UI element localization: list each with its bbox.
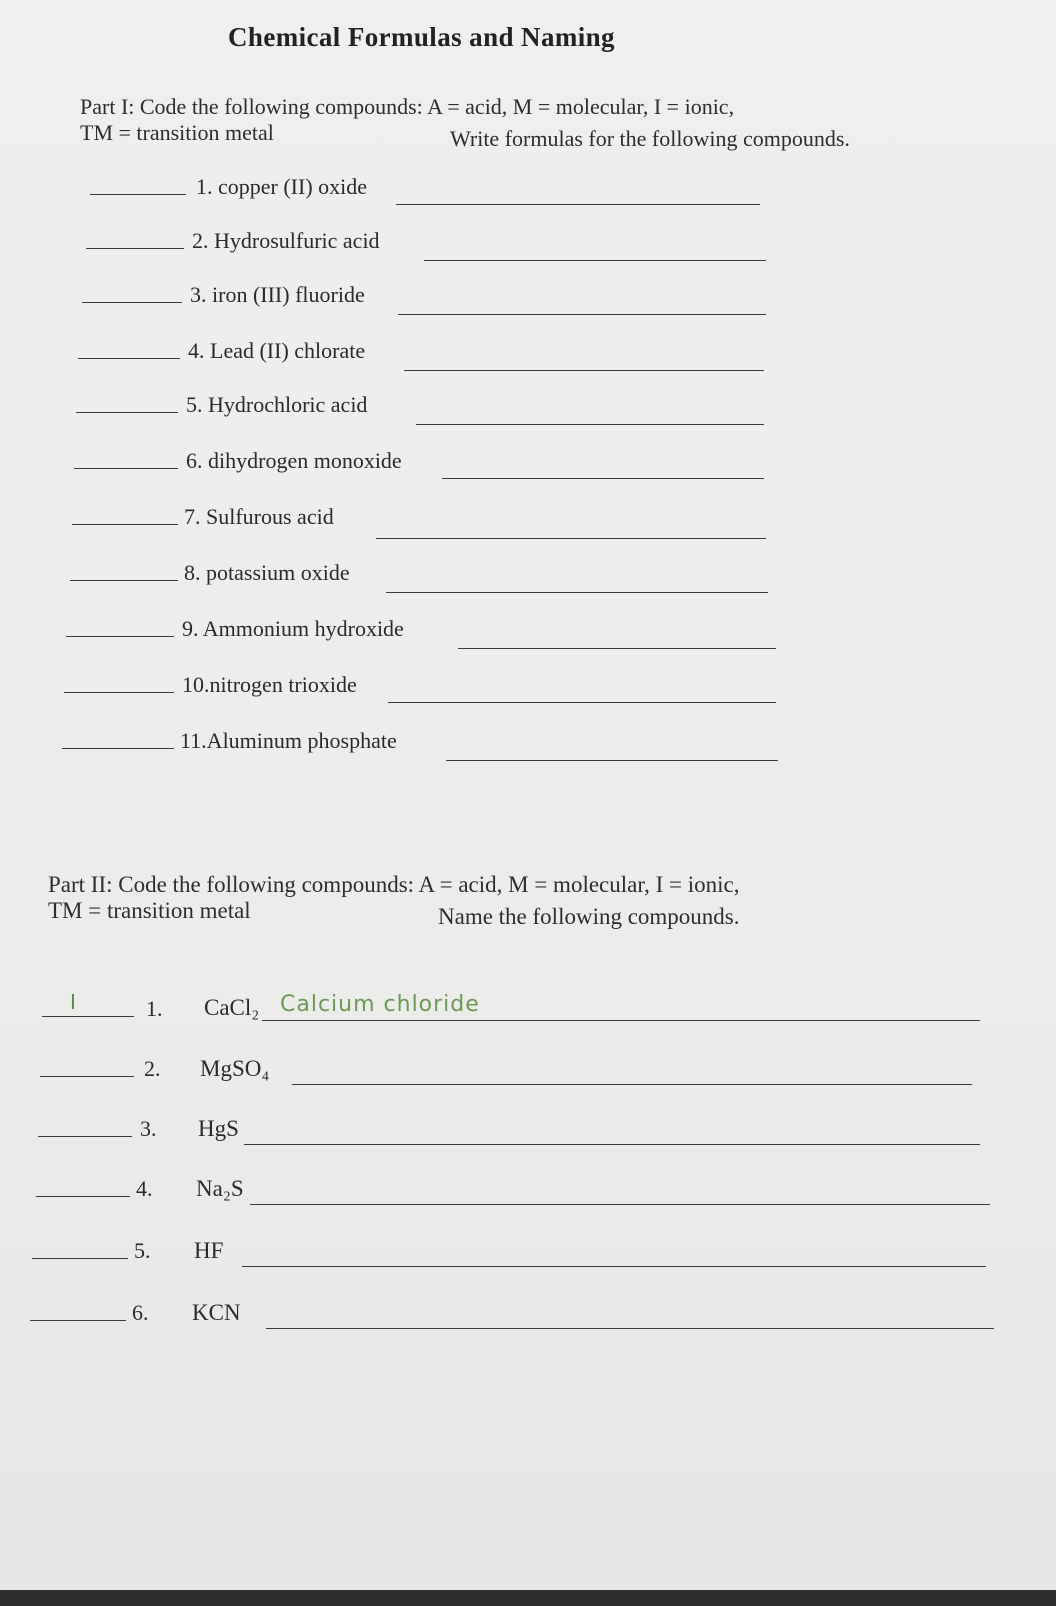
desk-edge <box>0 1590 1056 1606</box>
list-item <box>0 1116 1056 1156</box>
code-answer-blank[interactable] <box>30 1320 126 1321</box>
formula-answer-blank[interactable] <box>396 204 760 205</box>
code-answer-blank[interactable] <box>72 524 178 525</box>
name-answer-blank[interactable] <box>262 1020 980 1021</box>
list-item <box>0 990 1056 1036</box>
compound-formula: HF <box>194 1238 224 1263</box>
compound-name: 1. copper (II) oxide <box>196 174 368 199</box>
formula-answer-blank[interactable] <box>446 760 778 761</box>
formula-answer-blank[interactable] <box>376 538 766 539</box>
list-item <box>0 728 1056 758</box>
list-item <box>0 504 1056 534</box>
formula-answer-blank[interactable] <box>398 314 766 315</box>
code-answer-blank[interactable] <box>66 636 174 637</box>
item-number: 3. <box>140 1116 157 1141</box>
list-item <box>0 338 1056 368</box>
formula-answer-blank[interactable] <box>458 648 776 649</box>
compound-name: 8. potassium oxide <box>184 560 350 585</box>
list-item <box>0 1056 1056 1096</box>
compound-name: 7. Sulfurous acid <box>184 504 334 529</box>
compound-name: 6. dihydrogen monoxide <box>186 448 402 473</box>
code-answer-blank[interactable] <box>74 468 178 469</box>
name-answer-blank[interactable] <box>244 1144 980 1145</box>
name-answer-blank[interactable] <box>266 1328 994 1329</box>
item-number: 5. <box>134 1238 151 1263</box>
list-item <box>0 282 1056 312</box>
code-answer-blank[interactable] <box>42 1016 134 1017</box>
part2-code-instruction: Part II: Code the following compounds: A = acid, M = molecular, I = ionic, <box>48 872 740 897</box>
formula-answer-blank[interactable] <box>386 592 768 593</box>
list-item <box>0 228 1056 258</box>
item-number: 2. <box>144 1056 161 1081</box>
compound-formula: Na₂S <box>196 1176 244 1201</box>
code-answer-blank[interactable] <box>38 1136 132 1137</box>
code-answer-blank[interactable] <box>40 1076 134 1077</box>
list-item <box>0 560 1056 590</box>
part1-code-legend: TM = transition metal <box>80 120 274 145</box>
compound-formula: HgS <box>198 1116 239 1141</box>
compound-formula: KCN <box>192 1300 241 1325</box>
formula-answer-blank[interactable] <box>442 478 764 479</box>
compound-name: 4. Lead (II) chlorate <box>188 338 366 363</box>
formula-answer-blank[interactable] <box>424 260 766 261</box>
code-answer-blank[interactable] <box>62 748 174 749</box>
code-answer-blank[interactable] <box>70 580 178 581</box>
list-item <box>0 392 1056 422</box>
compound-formula: MgSO₄ <box>200 1056 270 1081</box>
code-answer-handwritten: I <box>70 990 76 1014</box>
compound-name: 9. Ammonium hydroxide <box>182 616 404 641</box>
code-answer-blank[interactable] <box>36 1196 130 1197</box>
part1-formula-instruction: Write formulas for the following compounds. <box>450 126 850 151</box>
list-item <box>0 672 1056 702</box>
code-answer-blank[interactable] <box>78 358 180 359</box>
name-answer-blank[interactable] <box>242 1266 986 1267</box>
compound-name: 2. Hydrosulfuric acid <box>192 228 380 253</box>
name-answer-handwritten: Calcium chloride <box>280 992 480 1017</box>
item-number: 4. <box>136 1176 153 1201</box>
code-answer-blank[interactable] <box>32 1258 128 1259</box>
part2-header <box>48 872 1028 932</box>
part2-code-legend: TM = transition metal <box>48 898 251 923</box>
compound-name: 10.nitrogen trioxide <box>182 672 357 697</box>
page-title: Chemical Formulas and Naming <box>228 22 615 52</box>
list-item <box>0 1176 1056 1216</box>
formula-answer-blank[interactable] <box>404 370 764 371</box>
compound-name: 11.Aluminum phosphate <box>180 728 397 753</box>
part1-code-instruction: Part I: Code the following compounds: A = acid, M = molecular, I = ionic, <box>80 94 735 119</box>
list-item <box>0 174 1056 204</box>
list-item <box>0 1238 1056 1278</box>
formula-answer-blank[interactable] <box>416 424 764 425</box>
list-item <box>0 448 1056 478</box>
code-answer-blank[interactable] <box>90 194 186 195</box>
formula-answer-blank[interactable] <box>388 702 776 703</box>
item-number: 1. <box>146 996 163 1021</box>
list-item <box>0 1300 1056 1340</box>
code-answer-blank[interactable] <box>64 692 174 693</box>
compound-formula: CaCl₂ <box>204 995 260 1020</box>
code-answer-blank[interactable] <box>76 412 178 413</box>
code-answer-blank[interactable] <box>86 248 184 249</box>
part1-header <box>80 94 980 154</box>
item-number: 6. <box>132 1300 149 1325</box>
name-answer-blank[interactable] <box>292 1084 972 1085</box>
name-answer-blank[interactable] <box>250 1204 990 1205</box>
compound-name: 3. iron (III) fluoride <box>190 282 365 307</box>
part2-name-instruction: Name the following compounds. <box>438 904 740 929</box>
compound-name: 5. Hydrochloric acid <box>186 392 368 417</box>
list-item <box>0 616 1056 646</box>
code-answer-blank[interactable] <box>82 302 182 303</box>
